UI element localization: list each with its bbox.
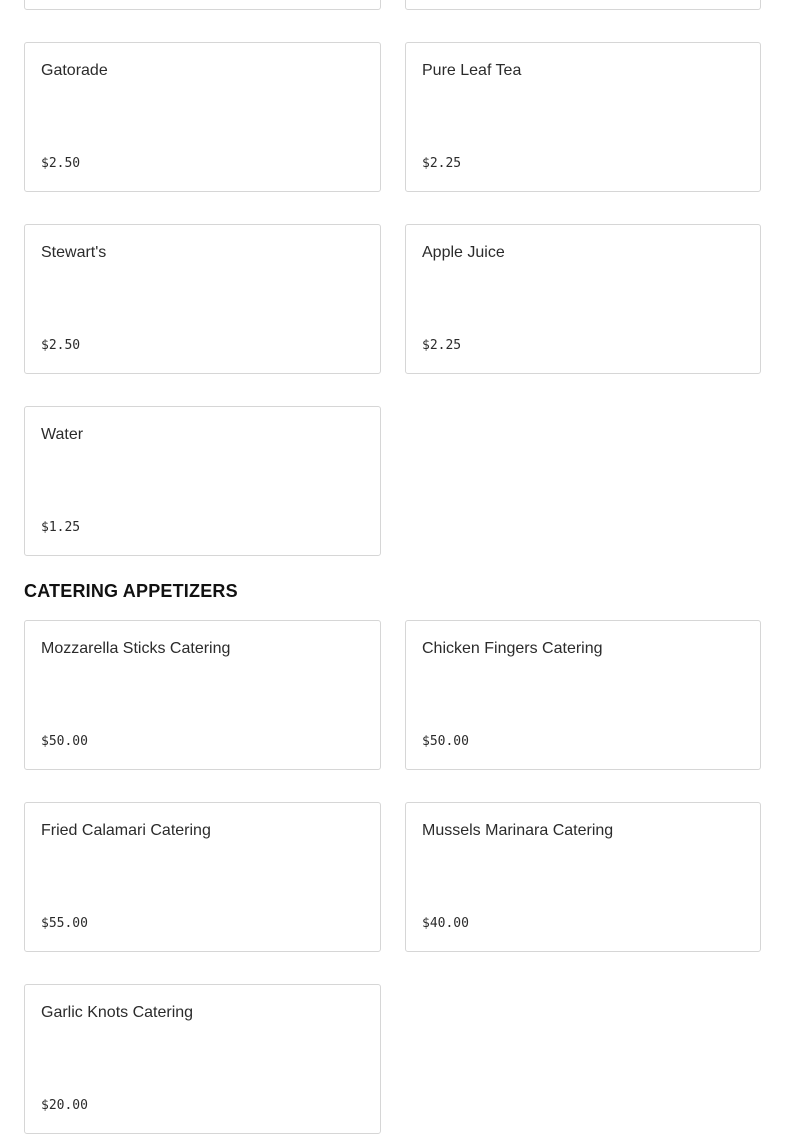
menu-item-price: $1.25	[41, 520, 81, 535]
menu-item-name: Stewart's	[41, 244, 107, 261]
menu-item-name: Pure Leaf Tea	[422, 62, 522, 79]
menu-item-name: Garlic Knots Catering	[41, 1004, 194, 1021]
menu-item-card-partial[interactable]	[405, 0, 761, 10]
menu-item-card[interactable]	[24, 802, 381, 952]
menu-item-price: $55.00	[41, 916, 88, 931]
menu-item-name: Water	[41, 426, 84, 443]
menu-item-name: Gatorade	[41, 62, 108, 79]
menu-item-price: $2.50	[41, 156, 81, 171]
menu-item-card[interactable]	[24, 406, 381, 556]
menu-item-name: Mozzarella Sticks Catering	[41, 640, 231, 657]
menu-item-name: Fried Calamari Catering	[41, 822, 211, 839]
menu-item-card[interactable]	[405, 802, 761, 952]
menu-item-card[interactable]	[405, 620, 761, 770]
menu-item-price: $40.00	[422, 916, 469, 931]
menu-item-price: $2.25	[422, 338, 462, 353]
menu-item-name: Mussels Marinara Catering	[422, 822, 614, 839]
menu-item-price: $50.00	[422, 734, 469, 749]
menu-item-card[interactable]	[24, 620, 381, 770]
menu-item-name: Apple Juice	[422, 244, 505, 261]
menu-item-card[interactable]	[24, 224, 381, 374]
menu-item-name: Chicken Fingers Catering	[422, 640, 603, 657]
section-title: CATERING APPETIZERS	[24, 581, 238, 601]
menu-item-card[interactable]	[24, 42, 381, 192]
menu-item-price: $20.00	[41, 1098, 88, 1113]
menu-item-card-partial[interactable]	[24, 0, 381, 10]
menu-item-price: $2.50	[41, 338, 81, 353]
menu-item-price: $2.25	[422, 156, 462, 171]
menu-item-card[interactable]	[405, 42, 761, 192]
menu-item-card[interactable]	[24, 984, 381, 1134]
menu-item-price: $50.00	[41, 734, 88, 749]
menu-item-card[interactable]	[405, 224, 761, 374]
